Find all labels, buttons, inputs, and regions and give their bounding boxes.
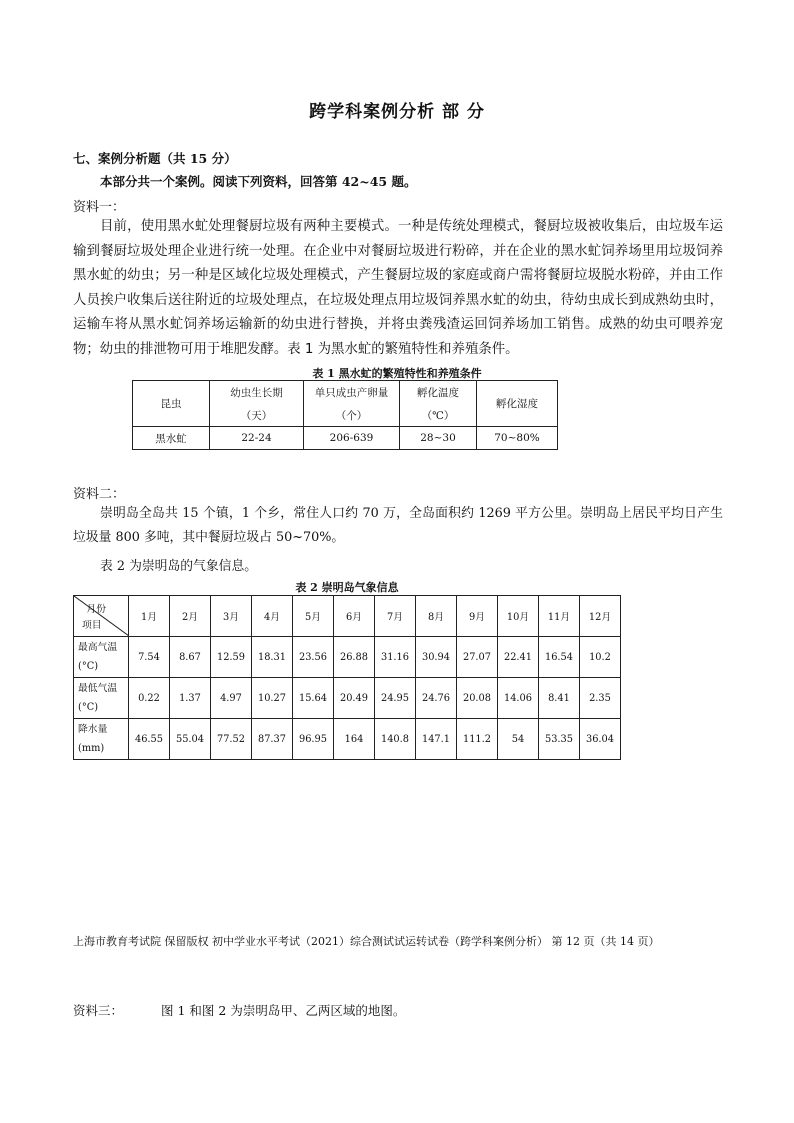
row-label-unit: (mm) bbox=[78, 743, 105, 754]
table-row bbox=[74, 637, 621, 678]
table1-header-unit: （天） bbox=[240, 409, 273, 422]
row-label-text: 最高气温 bbox=[78, 642, 118, 653]
table2-cell: 54 bbox=[498, 719, 539, 760]
table2-cell: 10.27 bbox=[252, 678, 293, 719]
table2-cell: 8.67 bbox=[170, 637, 211, 678]
material1-label: 资料一： bbox=[73, 200, 126, 215]
table2-month-header: 9月 bbox=[457, 596, 498, 637]
table2-cell: 7.54 bbox=[129, 637, 170, 678]
table2-cell: 15.64 bbox=[293, 678, 334, 719]
row-label-text: 降水量 bbox=[78, 724, 108, 735]
table1-header-text: 孵化湿度 bbox=[496, 398, 538, 410]
table1-header-row bbox=[133, 381, 558, 427]
table2-cell: 31.16 bbox=[375, 637, 416, 678]
material3-text: 图 1 和图 2 为崇明岛甲、乙两区域的地图。 bbox=[161, 1003, 406, 1018]
table1-cell: 黑水虻 bbox=[133, 427, 210, 450]
table2-cell: 26.88 bbox=[334, 637, 375, 678]
table1-header-cell bbox=[210, 381, 304, 427]
table1-header-cell bbox=[400, 381, 477, 427]
table2-cell: 2.35 bbox=[580, 678, 621, 719]
table2-cell: 36.04 bbox=[580, 719, 621, 760]
table1 bbox=[132, 380, 558, 450]
table2-month-header: 12月 bbox=[580, 596, 621, 637]
table1-cell: 22-24 bbox=[210, 427, 304, 450]
table2-header-row bbox=[74, 596, 621, 637]
table2-cell: 0.22 bbox=[129, 678, 170, 719]
table2-cell: 14.06 bbox=[498, 678, 539, 719]
table2-month-header: 11月 bbox=[539, 596, 580, 637]
section-intro: 本部分共一个案例。阅读下列资料，回答第 42~45 题。 bbox=[100, 174, 417, 189]
table1-header-text: 昆虫 bbox=[160, 398, 182, 410]
table2-cell: 20.08 bbox=[457, 678, 498, 719]
table2-row-label bbox=[74, 678, 129, 719]
table2-cell: 1.37 bbox=[170, 678, 211, 719]
table2-cell: 111.2 bbox=[457, 719, 498, 760]
table2-cell: 147.1 bbox=[416, 719, 457, 760]
table1-header-cell bbox=[477, 381, 558, 427]
table2-corner-bottom: 项目 bbox=[82, 620, 102, 631]
row-label-unit: (°C) bbox=[78, 702, 99, 713]
table2-month-header: 8月 bbox=[416, 596, 457, 637]
table-row bbox=[133, 427, 558, 450]
table1-cell: 70~80% bbox=[477, 427, 558, 450]
table2-month-header: 10月 bbox=[498, 596, 539, 637]
row-label-unit: (°C) bbox=[78, 661, 99, 672]
table2-cell: 46.55 bbox=[129, 719, 170, 760]
material2-paragraph: 崇明岛全岛共 15 个镇，1 个乡，常住人口约 70 万，全岛面积约 1269 平方公里。崇明岛上居民平均日产生垃圾量 800 多吨，其中餐厨垃圾占 50~70%。 bbox=[73, 506, 723, 545]
table1-header-unit: （℃） bbox=[421, 409, 455, 422]
table2-row-label bbox=[74, 719, 129, 760]
table1-cell: 206-639 bbox=[304, 427, 400, 450]
table2-month-header: 2月 bbox=[170, 596, 211, 637]
table1-caption: 表 1 黑水虻的繁殖特性和养殖条件 bbox=[312, 367, 482, 380]
table1-header-unit: （个） bbox=[335, 409, 368, 422]
material2-table-intro: 表 2 为崇明岛的气象信息。 bbox=[100, 559, 258, 574]
table2-cell: 77.52 bbox=[211, 719, 252, 760]
table2-month-header: 3月 bbox=[211, 596, 252, 637]
table-row bbox=[74, 719, 621, 760]
table2-cell: 55.04 bbox=[170, 719, 211, 760]
row-label-text: 最低气温 bbox=[78, 683, 118, 694]
table1-header-cell bbox=[304, 381, 400, 427]
table2 bbox=[73, 595, 621, 760]
page-title: 跨学科案例分析 部 分 bbox=[309, 102, 485, 122]
table2-month-header: 6月 bbox=[334, 596, 375, 637]
table2-row-label bbox=[74, 637, 129, 678]
table2-cell: 96.95 bbox=[293, 719, 334, 760]
table2-cell: 140.8 bbox=[375, 719, 416, 760]
table2-cell: 30.94 bbox=[416, 637, 457, 678]
table2-month-header: 5月 bbox=[293, 596, 334, 637]
table2-corner-top: 月份 bbox=[86, 604, 106, 615]
table1-header-text: 幼虫生长期 bbox=[230, 386, 283, 399]
table2-cell: 164 bbox=[334, 719, 375, 760]
table2-cell: 10.2 bbox=[580, 637, 621, 678]
section-heading: 七、案例分析题（共 15 分） bbox=[73, 151, 237, 166]
page-footer: 上海市教育考试院 保留版权 初中学业水平考试（2021）综合测试试运转试卷（跨学科案例分析） 第 12 页（共 14 页） bbox=[73, 935, 660, 948]
material1-paragraph: 目前，使用黑水虻处理餐厨垃圾有两种主要模式。一种是传统处理模式，餐厨垃圾被收集后，由垃圾车运输到餐厨垃圾处理企业进行统一处理。在企业中对餐厨垃圾进行粉碎，并在企业的黑水虻饲养场里用垃圾饲养黑水虻的幼虫；另一种是区域化垃圾处理模式，产生餐厨垃圾的家庭或商户需将餐厨垃圾脱水粉碎，并由工作人员挨户收集后送往附近的垃圾处理点，在垃圾处理点用垃圾饲养黑水虻的幼虫，待幼虫成长到成熟幼虫时，运输车将从黑水虻饲养场运输新的幼虫进行替换，并将虫粪残渣运回饲养场加工销售。成熟的幼虫可喂养宠物；幼虫的排泄物可用于堆肥发酵。表 1 为黑水虻的繁殖特性和养殖条件。 bbox=[73, 219, 723, 357]
table2-cell: 87.37 bbox=[252, 719, 293, 760]
table2-cell: 24.95 bbox=[375, 678, 416, 719]
table2-cell: 20.49 bbox=[334, 678, 375, 719]
table2-cell: 4.97 bbox=[211, 678, 252, 719]
table2-month-header: 1月 bbox=[129, 596, 170, 637]
material2-label: 资料二： bbox=[73, 487, 126, 502]
table2-cell: 18.31 bbox=[252, 637, 293, 678]
table2-cell: 8.41 bbox=[539, 678, 580, 719]
material3-label: 资料三： bbox=[73, 1003, 124, 1018]
table2-corner-cell bbox=[74, 596, 129, 637]
table2-caption: 表 2 崇明岛气象信息 bbox=[295, 581, 399, 594]
table2-cell: 27.07 bbox=[457, 637, 498, 678]
table2-month-header: 7月 bbox=[375, 596, 416, 637]
table2-cell: 23.56 bbox=[293, 637, 334, 678]
material3 bbox=[73, 1001, 405, 1019]
table2-cell: 22.41 bbox=[498, 637, 539, 678]
table1-cell: 28~30 bbox=[400, 427, 477, 450]
table1-header-text: 单只成虫产卵量 bbox=[314, 386, 389, 399]
table2-month-header: 4月 bbox=[252, 596, 293, 637]
table2-cell: 24.76 bbox=[416, 678, 457, 719]
table-row bbox=[74, 678, 621, 719]
table1-header-cell bbox=[133, 381, 210, 427]
table2-cell: 12.59 bbox=[211, 637, 252, 678]
table1-header-text: 孵化温度 bbox=[417, 386, 459, 399]
table2-cell: 53.35 bbox=[539, 719, 580, 760]
table2-cell: 16.54 bbox=[539, 637, 580, 678]
